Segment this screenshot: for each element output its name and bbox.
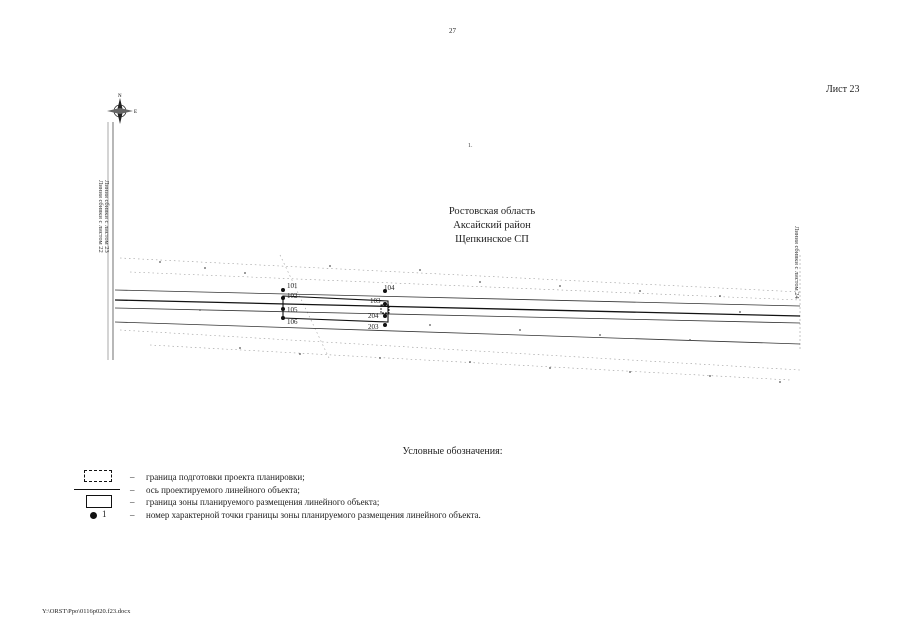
region-line-2: Аксайский район [453, 220, 531, 231]
legend-dash: – [130, 497, 135, 507]
point-label-103: 103 [370, 297, 381, 305]
compass-rose-icon [107, 94, 137, 124]
survey-marks [159, 261, 781, 383]
legend-item-text: ось проектируемого линейного объекта; [146, 485, 300, 495]
point-label-102: 102 [287, 292, 298, 300]
match-line-right: Линия сбивки с листом 24 [793, 226, 800, 299]
region-line-3: Щепкинское СП [455, 234, 529, 245]
road-edge-mid [115, 308, 800, 323]
point-105 [281, 307, 285, 311]
legend-dot-label: 1 [102, 509, 107, 519]
legend-dot-icon [90, 512, 97, 519]
legend-dashed-rect-icon [84, 470, 112, 482]
legend-solid-rect-icon [86, 495, 112, 508]
legend-item-1 [130, 472, 305, 482]
point-label-106: 106 [287, 318, 298, 326]
legend-item-2 [130, 485, 300, 495]
legend-item-text: граница зоны планируемого размещения линейного объекта; [146, 497, 380, 507]
svg-text:E: E [134, 110, 138, 115]
map-mark: 1. [468, 143, 473, 149]
road-edge-bottom [115, 322, 800, 344]
point-label-105: 105 [287, 306, 298, 314]
point-203 [383, 323, 387, 327]
road-edge-top [115, 290, 800, 306]
point-204 [383, 314, 387, 318]
svg-text:N: N [118, 94, 122, 99]
point-label-203: 203 [368, 323, 379, 331]
legend-item-3 [130, 497, 379, 507]
legend-item-text: номер характерной точки границы зоны планируемого размещения линейного объекта. [146, 510, 481, 520]
match-line-left-b: Линия сбивки с листом 22 [97, 180, 104, 253]
point-103 [383, 302, 387, 306]
file-path-footer: Y:\ORST\Ppo\0116p020.f23.docx [42, 608, 131, 615]
point-label-104: 104 [384, 284, 395, 292]
legend-dash: – [130, 485, 135, 495]
region-label [392, 205, 592, 247]
region-line-1: Ростовская область [448, 206, 536, 217]
legend-title: Условные обозначения: [402, 446, 503, 457]
point-label-204: 204 [368, 312, 379, 320]
point-101 [281, 288, 285, 292]
sheet-label: Лист 23 [826, 84, 860, 95]
match-line-left-a: Линия сбивки с листом 23 [103, 180, 110, 253]
legend-dash: – [130, 510, 135, 520]
point-106 [281, 316, 285, 320]
point-102 [281, 296, 285, 300]
legend-item-text: граница подготовки проекта планировки; [146, 472, 305, 482]
page-number: 27 [449, 27, 456, 35]
legend-item-4 [130, 510, 481, 520]
legend-dash: – [130, 472, 135, 482]
axis-line [115, 300, 800, 316]
point-label-101: 101 [287, 282, 298, 290]
legend-axis-line-icon [74, 489, 120, 490]
terrain-dots [120, 255, 800, 380]
